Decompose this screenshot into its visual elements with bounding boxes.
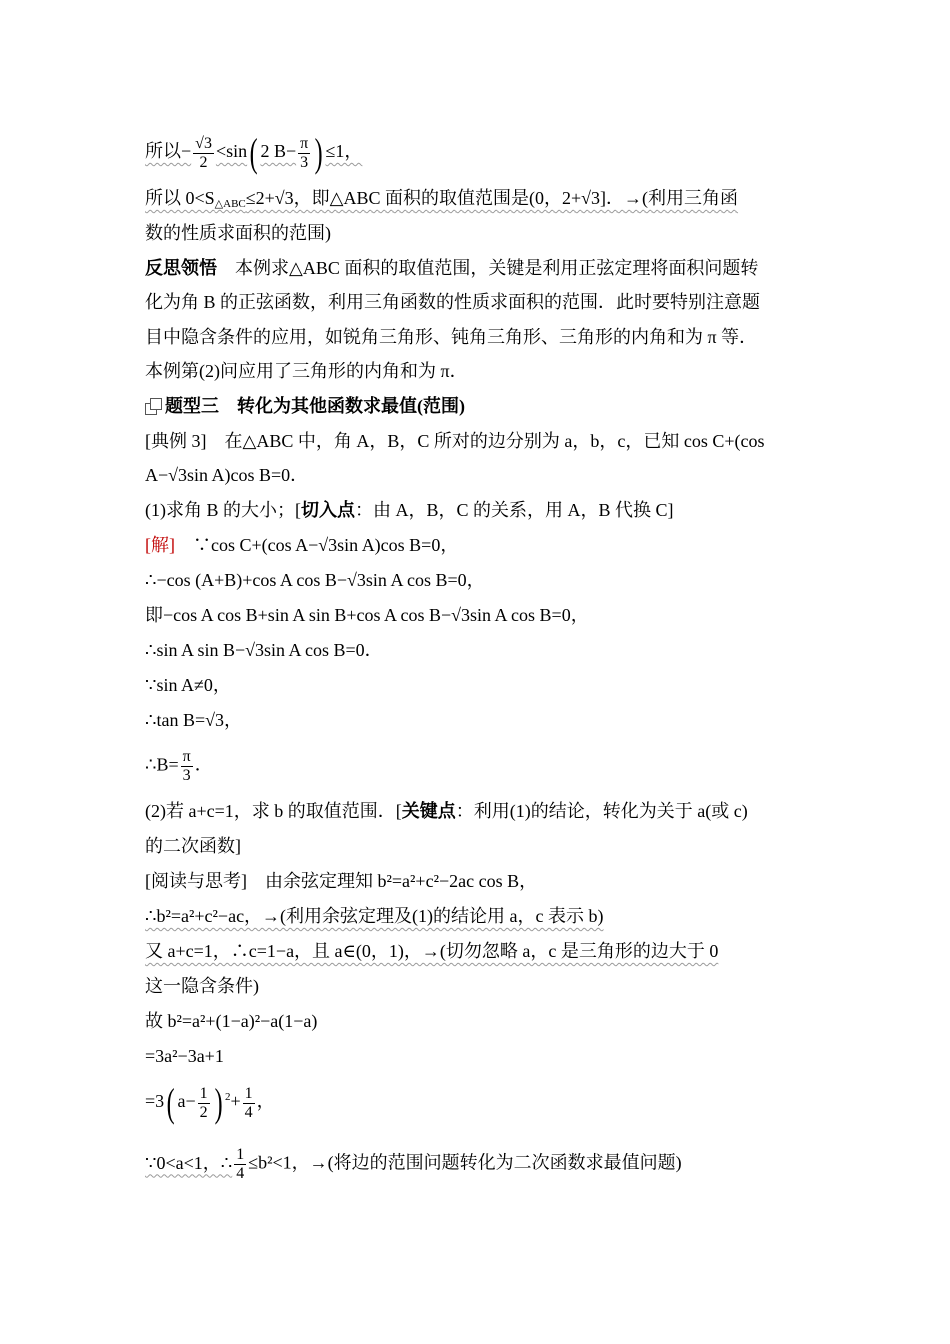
line-19 — [145, 799, 810, 823]
denominator: 4 — [236, 1165, 245, 1182]
line-10 — [145, 463, 810, 487]
text-l5: 化为角 B 的正弦函数，利用三角函数的性质求面积的范围．此时要特别注意题 — [145, 292, 761, 312]
fraction-pi-over-3-b — [181, 748, 193, 785]
text-l28b: ≤b²<1，→(将边的范围问题转化为二次函数求最值问题) — [248, 1152, 682, 1173]
text-l27-end: ， — [256, 1091, 275, 1112]
fraction-1-over-4-b — [234, 1146, 246, 1183]
line-24 — [145, 974, 810, 998]
line-4 — [145, 256, 810, 280]
numerator: √3 — [195, 134, 212, 152]
text-l21: 由余弦定理知 b²=a²+c²−2ac cos B， — [265, 871, 538, 891]
numerator: 1 — [199, 1084, 208, 1102]
numerator: 1 — [236, 1146, 245, 1163]
text-l13: ∴−cos (A+B)+cos A cos B−√3sin A cos B=0， — [145, 570, 485, 590]
left-paren: ( — [166, 1080, 175, 1125]
text-l2b: ≤2+√3，即△ABC 面积的取值范围是(0，2+√3]．→(利用三角函 — [245, 188, 739, 208]
section-heading — [145, 394, 810, 418]
text-l18b: ． — [194, 754, 213, 775]
line-6 — [145, 325, 810, 349]
line-9 — [145, 429, 810, 453]
left-paren: ( — [249, 130, 258, 175]
text-l16: ∵sin A≠0， — [145, 675, 231, 695]
text-l18a: ∴B= — [145, 754, 179, 775]
line-14 — [145, 603, 810, 627]
text-l17: ∴tan B=√3， — [145, 710, 242, 730]
fraction-1-over-2 — [198, 1085, 210, 1122]
text-l4: 本例求△ABC 面积的取值范围，关键是利用正弦定理将面积问题转 — [235, 258, 759, 278]
line-25 — [145, 1009, 810, 1033]
text-l15: ∴sin A sin B−√3sin A cos B=0． — [145, 640, 383, 660]
text-l2a: 所以 0<S — [145, 188, 215, 208]
text-l19a: (2)若 a+c=1，求 b 的取值范围．[ — [145, 801, 402, 821]
line-15 — [145, 638, 810, 662]
numerator: 1 — [244, 1084, 253, 1102]
line-7 — [145, 359, 810, 383]
text-l12: ∵cos C+(cos A−√3sin A)cos B=0， — [193, 535, 459, 555]
text-l7: 本例第(2)问应用了三角形的内角和为 π． — [145, 361, 468, 381]
text-l11a: (1)求角 B 的大小；[ — [145, 500, 301, 520]
numerator: π — [182, 748, 191, 765]
text-l24: 这一隐含条件) — [145, 976, 259, 996]
denominator: 3 — [182, 767, 191, 784]
line-23 — [145, 939, 810, 963]
text-l8: 题型三 转化为其他函数求最值(范围) — [165, 396, 465, 416]
text-a-minus: a− — [177, 1091, 196, 1112]
line-20 — [145, 834, 810, 858]
label-entry-point: 切入点 — [301, 500, 355, 520]
label-solution: [解] — [145, 535, 175, 555]
text-l23: 又 a+c=1，∴c=1−a，且 a∈(0，1)，→(切勿忽略 a，c 是三角形的边大于 0 — [145, 941, 719, 961]
section-icon — [145, 398, 161, 414]
text-l9: [典例 3] 在△ABC 中，角 A，B，C 所对的边分别为 a，b，c，已知 cos C+(cos — [145, 431, 765, 451]
text-2b: 2 B− — [260, 141, 297, 162]
line-18 — [145, 748, 810, 785]
denominator: 2 — [199, 153, 208, 171]
line-2 — [145, 186, 810, 210]
text-l26: =3a²−3a+1 — [145, 1046, 224, 1066]
right-paren: ) — [214, 1080, 223, 1125]
fraction-sqrt3-over-2 — [193, 135, 214, 172]
line-12 — [145, 533, 810, 557]
line-22 — [145, 904, 810, 928]
text-l1a: 所以− — [145, 141, 192, 162]
line-11 — [145, 498, 810, 522]
line-21 — [145, 869, 810, 893]
line-16 — [145, 673, 810, 697]
text-l25: 故 b²=a²+(1−a)²−a(1−a) — [145, 1011, 318, 1031]
text-l1-sin: <sin — [215, 141, 248, 162]
text-l6: 目中隐含条件的应用，如锐角三角形、钝角三角形、三角形的内角和为 π 等． — [145, 327, 758, 347]
text-l27a: =3 — [145, 1091, 165, 1112]
label-reading: [阅读与思考] — [145, 871, 247, 891]
line-17 — [145, 708, 810, 732]
text-l20: 的二次函数] — [145, 836, 241, 856]
text-l1-end: ≤1， — [325, 141, 363, 162]
denominator: 4 — [244, 1103, 253, 1121]
text-l22: ∴b²=a²+c²−ac，→(利用余弦定理及(1)的结论用 a，c 表示 b) — [145, 906, 604, 926]
line-1 — [145, 130, 810, 175]
text-l3: 数的性质求面积的范围) — [145, 223, 331, 243]
line-27 — [145, 1080, 810, 1125]
exponent-2: 2 — [224, 1091, 231, 1104]
right-paren: ) — [314, 130, 323, 175]
label-key-point: 关键点 — [401, 801, 456, 821]
denominator: 3 — [300, 153, 309, 171]
plus-sign: + — [230, 1091, 241, 1112]
text-l10: A−√3sin A)cos B=0． — [145, 465, 309, 485]
line-13 — [145, 568, 810, 592]
text-l11b: ：由 A，B，C 的关系，用 A，B 代换 C] — [355, 500, 674, 520]
text-l28a: ∵0<a<1，∴ — [145, 1152, 233, 1173]
text-l14: 即−cos A cos B+sin A sin B+cos A cos B−√3sin A cos B=0， — [145, 605, 589, 625]
line-3 — [145, 221, 810, 245]
numerator: π — [300, 134, 309, 152]
line-26 — [145, 1044, 810, 1068]
line-28 — [145, 1146, 810, 1183]
fraction-pi-over-3 — [298, 135, 310, 172]
line-5 — [145, 290, 810, 314]
denominator: 2 — [199, 1103, 208, 1121]
fraction-1-over-4 — [243, 1085, 255, 1122]
text-l19b: ：利用(1)的结论，转化为关于 a(或 c) — [455, 801, 748, 821]
subscript-abc: △ABC — [214, 198, 246, 210]
label-reflection: 反思领悟 — [145, 258, 217, 278]
